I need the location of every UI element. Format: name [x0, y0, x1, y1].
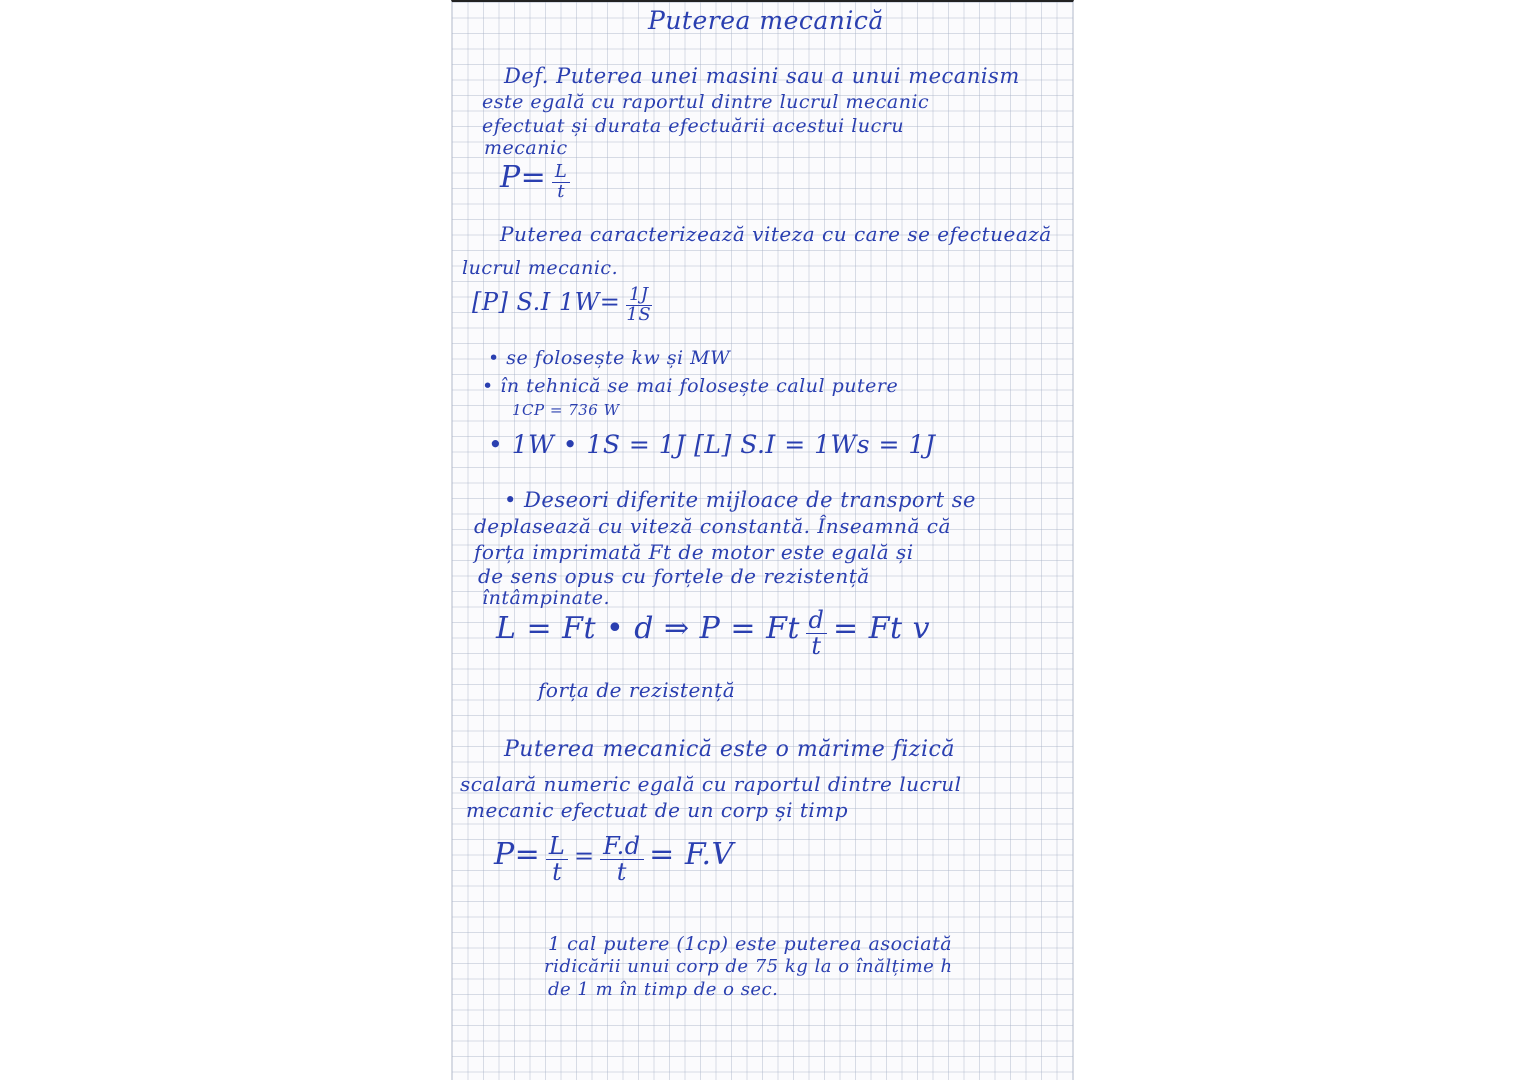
- definition-line: mecanic: [484, 137, 568, 159]
- si-unit-numerator: 1J: [626, 286, 652, 306]
- cal-line: ridicării unui corp de 75 kg la o înălțime h: [544, 956, 953, 977]
- transport-line: deplasează cu viteză constantă. Înseamnă că: [474, 514, 951, 538]
- scalar-line: Puterea mecanică este o mărime fizică: [504, 737, 955, 762]
- transport-line: forța imprimată Ft de motor este egală și: [474, 540, 914, 564]
- si-unit-fraction: [626, 286, 652, 325]
- formula3-lhs: P=: [494, 837, 541, 873]
- formula3-rhs: = F.V: [649, 837, 734, 873]
- formula-fraction: [552, 163, 570, 202]
- bullet-line: 1CP = 736 W: [512, 401, 620, 419]
- formula-numerator: L: [552, 163, 570, 183]
- si-unit-prefix: [P] S.I 1W=: [472, 287, 621, 316]
- definition-line: efectuat și durata efectuării acestui lucru: [482, 115, 905, 137]
- force-note: forța de rezistență: [538, 678, 736, 702]
- bullet-line: • în tehnică se mai folosește calul putere: [482, 375, 899, 397]
- cal-line: de 1 m în timp de o sec.: [548, 979, 779, 1000]
- bullet-line: • se folosește kw și MW: [488, 347, 731, 369]
- characterizes-line: Puterea caracterizează viteza cu care se efectuează: [500, 222, 1052, 246]
- definition-line: Def. Puterea unei masini sau a unui mecanism: [504, 64, 1020, 88]
- si-unit: [472, 286, 652, 325]
- transport-line: întâmpinate.: [482, 587, 611, 609]
- cal-line: 1 cal putere (1cp) este puterea asociată: [548, 933, 953, 955]
- formula3-denominator-2: t: [616, 858, 627, 887]
- formula3-numerator-2: F.d: [600, 834, 643, 860]
- formula-lhs: P=: [500, 160, 547, 195]
- definition-line: este egală cu raportul dintre lucrul mecanic: [482, 91, 930, 113]
- formula2-left: L = Ft • d ⇒ P = Ft: [496, 611, 800, 647]
- formula3-fraction-1: [546, 834, 568, 885]
- scalar-line: mecanic efectuat de un corp și timp: [466, 798, 849, 822]
- formula3-denominator-1: t: [552, 858, 563, 887]
- formula2-right: = Ft v: [833, 611, 931, 647]
- formula2-numerator: d: [806, 608, 828, 634]
- force-power-formula: [496, 608, 930, 659]
- characterizes-line: lucrul mecanic.: [462, 257, 619, 279]
- notebook-page: [451, 0, 1074, 1080]
- transport-line: • Deseori diferite mijloace de transport se: [504, 488, 976, 512]
- page-title: Puterea mecanică: [648, 6, 884, 35]
- formula2-fraction: [806, 608, 828, 659]
- formula2-denominator: t: [811, 632, 822, 661]
- power-formula-expanded: [494, 834, 734, 885]
- formula3-fraction-2: [600, 834, 643, 885]
- formula3-numerator-1: L: [546, 834, 568, 860]
- scalar-line: scalară numeric egală cu raportul dintre lucrul: [460, 772, 962, 796]
- power-formula: [500, 160, 570, 202]
- formula-denominator: t: [557, 181, 566, 202]
- formula3-eq: =: [573, 842, 595, 871]
- transport-line: de sens opus cu forțele de rezistență: [478, 564, 870, 588]
- si-unit-denominator: 1S: [626, 303, 652, 325]
- energy-line: • 1W • 1S = 1J [L] S.I = 1Ws = 1J: [488, 430, 936, 459]
